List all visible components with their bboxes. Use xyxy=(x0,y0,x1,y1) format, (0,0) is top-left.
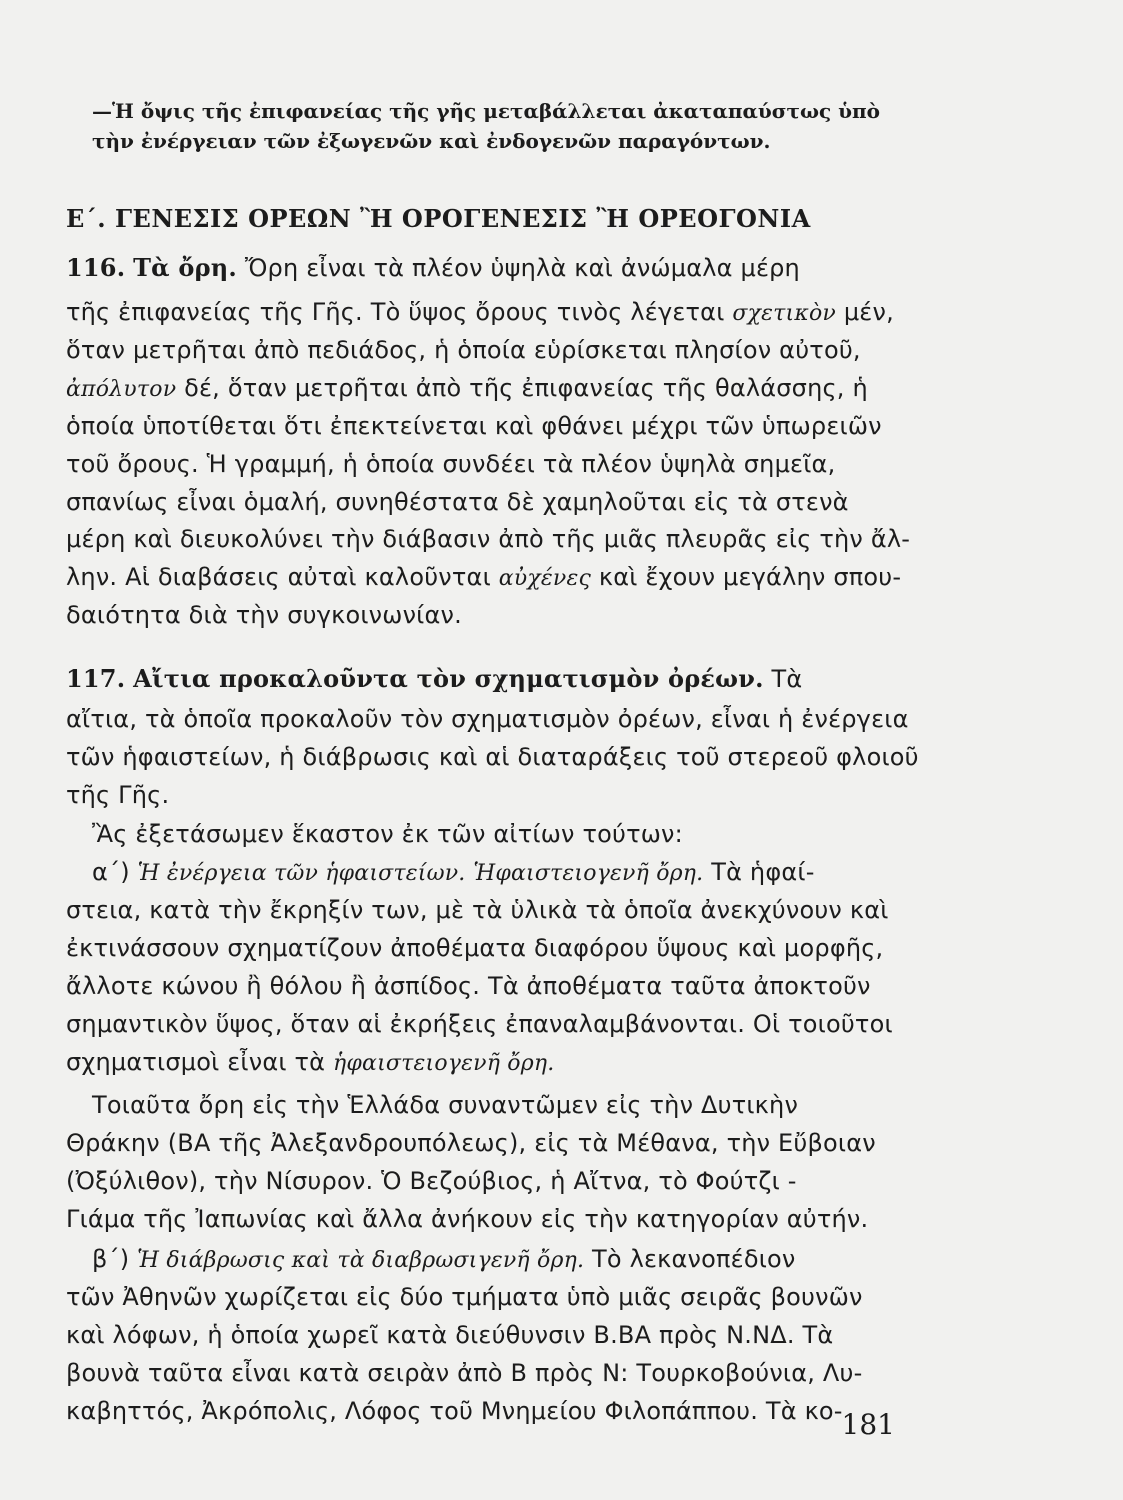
alpha-line: ἐκτινάσσουν σχηματίζουν ἀποθέματα διαφόρου ὕψους καὶ μορφῆς, xyxy=(66,934,884,962)
italic-term: Ἡφαιστειογενῆ ὄρη. xyxy=(473,861,704,886)
list-label: β΄) xyxy=(92,1245,130,1273)
italic-term: σχετικὸν xyxy=(732,301,836,326)
text-run: τῆς ἐπιφανείας τῆς Γῆς. Τὸ ὕψος ὄρους τινὸς λέγεται xyxy=(66,298,725,326)
italic-term: αὐχένες xyxy=(498,566,592,591)
alpha-line: Γιάμα τῆς Ἰαπωνίας καὶ ἄλλα ἀνήκουν εἰς τὴν κατηγορίαν αὐτήν. xyxy=(66,1205,869,1233)
p117-line: αἴτια, τὰ ὁποῖα προκαλοῦν τὸν σχηματισμὸν ὀρέων, εἶναι ἡ ἐνέργεια xyxy=(66,705,909,733)
p116-line: ὅταν μετρῆται ἀπὸ πεδιάδος, ἡ ὁποία εὑρίσκεται πλησίον αὐτοῦ, xyxy=(66,336,861,364)
text-run: καὶ ἔχουν μεγάλην σπου- xyxy=(598,563,902,591)
alpha-line: σημαντικὸν ὕψος, ὅταν αἱ ἐκρήξεις ἐπαναλαμβάνονται. Οἱ τοιοῦτοι xyxy=(66,1010,893,1038)
text-run: Τὸ λεκανοπέδιον xyxy=(592,1245,796,1273)
section-title: Ε΄. ΓΕΝΕΣΙΣ ΟΡΕΩΝ Ἢ ΟΡΟΓΕΝΕΣΙΣ Ἢ ΟΡΕΟΓΟΝΙΑ xyxy=(66,204,811,233)
page-number: 181 xyxy=(841,1408,895,1441)
p117-line xyxy=(66,664,803,693)
beta-line: καβηττός, Ἀκρόπολις, Λόφος τοῦ Μνημείου Φιλοπάππου. Τὰ κο- xyxy=(66,1397,843,1425)
p116-line: τοῦ ὄρους. Ἡ γραμμή, ἡ ὁποία συνδέει τὰ πλέον ὑψηλὰ σημεῖα, xyxy=(66,450,836,478)
text-run: μέν, xyxy=(843,298,894,326)
beta-line xyxy=(92,1247,796,1272)
text-run: δέ, ὅταν μετρῆται ἀπὸ τῆς ἐπιφανείας τῆς θαλάσσης, ἡ xyxy=(184,374,868,402)
alpha-line: (Ὀξύλιθον), τὴν Νίσυρον. Ὁ Βεζούβιος, ἡ Αἴτνα, τὸ Φούτζι - xyxy=(66,1167,797,1195)
p117-line: τῶν ἡφαιστείων, ἡ διάβρωσις καὶ αἱ διαταράξεις τοῦ στερεοῦ φλοιοῦ xyxy=(66,743,919,771)
p117-line: Ἂς ἐξετάσωμεν ἕκαστον ἐκ τῶν αἰτίων τούτων: xyxy=(92,820,683,848)
alpha-line: στεια, κατὰ τὴν ἔκρηξίν των, μὲ τὰ ὑλικὰ τὰ ὁποῖα ἀνεκχύνουν καὶ xyxy=(66,896,889,924)
paragraph-number: 116. xyxy=(66,253,126,282)
paragraph-heading: Τὰ ὄρη. xyxy=(133,253,237,282)
italic-term: ἀπόλυτον xyxy=(66,377,177,402)
italic-term: Ἡ διάβρωσις καὶ τὰ διαβρωσιγενῆ ὄρη. xyxy=(137,1248,585,1273)
text-run: Τὰ xyxy=(771,665,803,693)
p116-line xyxy=(66,565,901,590)
alpha-line xyxy=(66,1050,554,1075)
text-run: σχηματισμοὶ εἶναι τὰ xyxy=(66,1048,326,1076)
summary-line: τὴν ἐνέργειαν τῶν ἐξωγενῶν καὶ ἐνδογενῶν παραγόντων. xyxy=(92,129,771,153)
alpha-line: Θράκην (ΒΑ τῆς Ἀλεξανδρουπόλεως), εἰς τὰ Μέθανα, τὴν Εὔβοιαν xyxy=(66,1129,876,1157)
italic-term: ἡφαιστειογενῆ ὄρη. xyxy=(333,1051,555,1076)
paragraph-heading: Αἴτια προκαλοῦντα τὸν σχηματισμὸν ὀρέων. xyxy=(133,664,764,693)
p116-line xyxy=(66,300,894,325)
alpha-line: Τοιαῦτα ὄρη εἰς τὴν Ἑλλάδα συναντῶμεν εἰς τὴν Δυτικὴν xyxy=(92,1091,799,1119)
p116-line xyxy=(66,253,800,282)
beta-line: καὶ λόφων, ἡ ὁποία χωρεῖ κατὰ διεύθυνσιν Β.ΒΑ πρὸς Ν.ΝΔ. Τὰ xyxy=(66,1321,834,1349)
p116-line: ὁποία ὑποτίθεται ὅτι ἐπεκτείνεται καὶ φθάνει μέχρι τῶν ὑπωρειῶν xyxy=(66,412,882,440)
text-run: Ὄρη εἶναι τὰ πλέον ὑψηλὰ καὶ ἀνώμαλα μέρη xyxy=(244,254,800,282)
p116-line: μέρη καὶ διευκολύνει τὴν διάβασιν ἀπὸ τῆς μιᾶς πλευρᾶς εἰς τὴν ἄλ- xyxy=(66,525,911,553)
p117-line: τῆς Γῆς. xyxy=(66,781,170,809)
list-label: α΄) xyxy=(92,858,130,886)
italic-term: Ἡ ἐνέργεια τῶν ἡφαιστείων. xyxy=(137,861,466,886)
alpha-line: ἄλλοτε κώνου ἢ θόλου ἢ ἀσπίδος. Τὰ ἀποθέματα ταῦτα ἀποκτοῦν xyxy=(66,972,871,1000)
p116-line xyxy=(66,376,868,401)
chapter-summary xyxy=(92,96,912,156)
text-run: Τὰ ἡφαί- xyxy=(711,858,815,886)
p116-line: δαιότητα διὰ τὴν συγκοινωνίαν. xyxy=(66,601,462,629)
alpha-line xyxy=(92,860,815,885)
beta-line: βουνὰ ταῦτα εἶναι κατὰ σειρὰν ἀπὸ Β πρὸς Ν: Τουρκοβούνια, Λυ- xyxy=(66,1359,863,1387)
p116-line: σπανίως εἶναι ὁμαλή, συνηθέστατα δὲ χαμηλοῦται εἰς τὰ στενὰ xyxy=(66,488,849,516)
beta-line: τῶν Ἀθηνῶν χωρίζεται εἰς δύο τμήματα ὑπὸ μιᾶς σειρᾶς βουνῶν xyxy=(66,1283,863,1311)
paragraph-number: 117. xyxy=(66,664,126,693)
summary-line: —Ἡ ὄψις τῆς ἐπιφανείας τῆς γῆς μεταβάλλεται ἀκαταπαύστως ὑπὸ xyxy=(92,99,880,123)
text-run: λην. Αἱ διαβάσεις αὐταὶ καλοῦνται xyxy=(66,563,491,591)
